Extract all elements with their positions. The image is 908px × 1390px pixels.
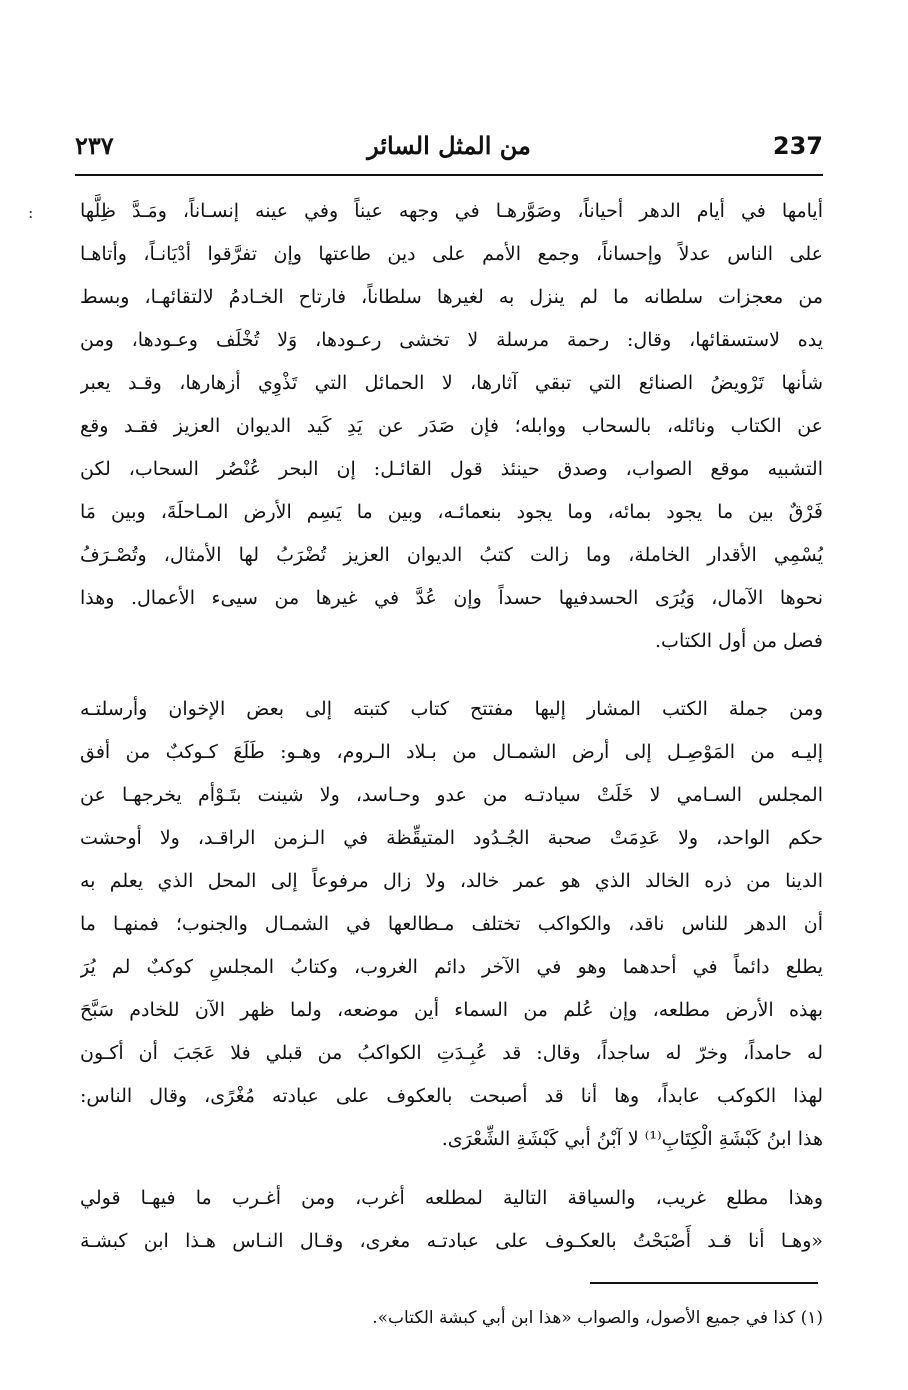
running-title: من المثل السائر <box>367 131 531 160</box>
text-line: ومن جملة الكتب المشار إليها مفتتح كتاب كتبته إلى بعض الإخوان وأرسلتـه <box>80 698 823 720</box>
text-line: أن الدهر للناس ناقد، والكواكب تختلف مـطالعها في الشمـال والجنوب؛ فمنهـا ما <box>80 913 823 935</box>
text-line: نحوها الآمال، وَيُرَى الحسدفيها حسداً وإن عُدَّ في غيرها من سيىء الأعمال. وهذا <box>80 587 823 609</box>
text-line: شأنها تَرْويضُ الصنائع التي تبقي آثارها، لا الحمائل التي تَذْوِي أزهارها، وقـد يعبر <box>80 372 823 394</box>
footnote: (١) كذا في جميع الأصول، والصواب «هذا ابن أبي كبشة الكتاب». <box>372 1308 823 1328</box>
text-line: يُسْمِي الأقدار الخاملة، وما زالت كتبُ الديوان العزيز تُضْرَبُ لها الأمثال، وتُصْـرَفُ <box>80 544 823 566</box>
text-line: حكم الواحد، ولا عَدِمَتْ صحبة الجُـدُود المتيقِّظة في الـزمن الراقـد، ولا أوحشت <box>80 827 823 849</box>
text-line: فصل من أول الكتاب. <box>655 630 823 652</box>
text-line: بهذه الأرض مطلعه، وإن عُلم من السماء أين موضعه، ولما ظهر الآن للخادم سَبَّحَ <box>80 999 823 1021</box>
page-number-arabic: ٢٣٧ <box>75 131 114 160</box>
text-line: الدينا من ذره الخالد الذي هو عمر خالد، ولا زال مرفوعاً إلى المحل الذي يعلم به <box>80 870 823 892</box>
text-line: يطلع دائماً في أحدهما وهو في الآخر دائم الغروب، وكتابُ المجلسِ كوكبٌ لم يُرَ <box>80 956 823 978</box>
text-line: هذا ابنُ كَبْشَةِ الْكِتَابِ⁽¹⁾ لا آبْنُ أبي كَبْشَةِ الشِّعْرَى. <box>441 1128 823 1150</box>
text-line: أيامها في أيام الدهر أحياناً، وصَوَّرهـا في وجهه عيناً وفي عينه إنسـاناً، ومَـدَّ ظِلَّها <box>80 200 823 222</box>
text-line: لهذا الكوكب عابداً، وها أنا قد أصبحت بالعكوف على عبادته مُغْرًى، وقال الناس: <box>80 1085 823 1107</box>
text-line: المجلس السـامي لا خَلَتْ سيادتـه من عدو وحـاسد، ولا شينت بتَـوْأم يخرجهـا عن <box>80 784 823 806</box>
paragraph-2 <box>80 688 823 1161</box>
page-header <box>75 130 823 170</box>
text-line: يده لاستسقائها، وقال: رحمة مرسلة لا تخشى رعـودها، وَلا تُخْلَف وعـودها، ومن <box>80 329 823 351</box>
paragraph-1 <box>80 190 823 663</box>
margin-mark: : <box>28 203 34 222</box>
footnote-divider <box>590 1282 818 1284</box>
text-line: فَرْقٌ بين ما يجود بمائه، وما يجود بنعمائـه، وبين ما يَسِم الأرض المـاحلَةَ، وبين مَا <box>80 501 823 523</box>
text-line: إليـه من المَوْصِـل إلى أرض الشمـال من بـلاد الـروم، وهـو: طَلَعَ كـوكبٌ من أفق <box>80 741 823 763</box>
text-line: له حامداً، وخرّ له ساجداً، وقال: قد عُبِـدَتِ الكواكبُ من قبلي فلا عَجَبَ أن أكـون <box>80 1042 823 1064</box>
text-line: وهذا مطلع غريب، والسياقة التالية لمطلعه أغرب، ومن أغـرب ما فيهـا قولي <box>80 1187 823 1209</box>
header-divider <box>75 174 823 176</box>
text-line: من معجزات سلطانه ما لم ينزل به لغيرها سلطاناً، فارتاح الخـادمُ لالتقائهـا، وبسط <box>80 286 823 308</box>
text-line: عن الكتاب ونائله، بالسحاب ووابله؛ فإن صَدَر عن يَدِ كَيد الديوان العزيز فقـد وقع <box>80 415 823 437</box>
page-number-latin: 237 <box>772 132 823 160</box>
paragraph-3 <box>80 1177 823 1263</box>
text-line: على الناس عدلاً وإحساناً، وجمع الأمم على دين طاعتها وإن تفرَّقوا أدْيَانـاً، وأتاهـا <box>80 243 823 265</box>
text-line: «وهـا أنا قـد أَصْبَحْتُ بالعكـوف على عبادتـه مغرى، وقـال النـاس هـذا ابن كبشـة <box>80 1230 823 1252</box>
text-line: التشبيه موقع الصواب، وصدق حينئذ قول القائـل: إن البحر عُنْصُر السحاب، لكن <box>80 458 823 480</box>
